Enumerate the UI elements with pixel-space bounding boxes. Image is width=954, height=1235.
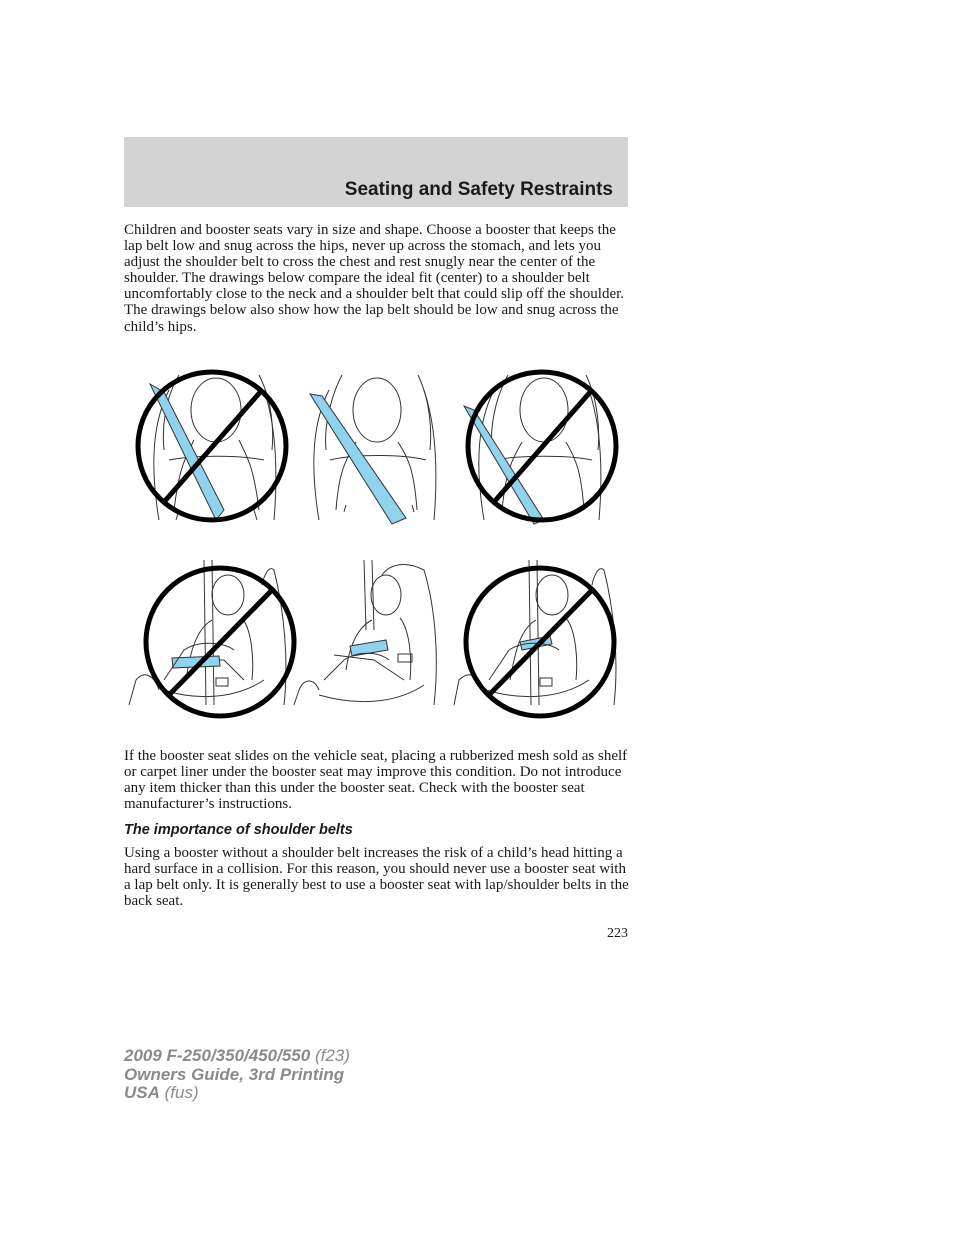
front-view-correct-fit	[310, 375, 436, 524]
section-title: Seating and Safety Restraints	[344, 179, 613, 200]
footer-printing: Owners Guide, 3rd Printing	[124, 1064, 345, 1084]
document-footer	[124, 1047, 350, 1103]
footer-line-3	[124, 1084, 350, 1103]
footer-model-code: (f23)	[314, 1046, 350, 1065]
footer-model: 2009 F-250/350/450/550	[124, 1046, 311, 1065]
page-number: 223	[607, 926, 628, 941]
footer-region: USA	[124, 1083, 160, 1102]
section-header	[124, 137, 628, 207]
side-view-lap-belt-high	[129, 560, 294, 716]
illustration-svg	[124, 360, 630, 740]
mesh-liner-paragraph: If the booster seat slides on the vehicle seat, placing a rubberized mesh sold as shelf or carpet liner under the booster seat may improve this condition. Do not introduce any item thicker than this under the booster seat. Check with the booster seat manufacturer’s instructions.	[124, 748, 628, 813]
front-view-belt-near-neck	[138, 372, 286, 520]
shoulder-belts-subheading: The importance of shoulder belts	[124, 822, 353, 838]
footer-line-1	[124, 1047, 350, 1066]
side-view-correct-fit	[294, 560, 436, 705]
belt-fit-illustrations	[124, 360, 630, 740]
shoulder-belt-paragraph: Using a booster without a shoulder belt increases the risk of a child’s head hitting a hard surface in a collision. For this reason, you should never use a booster seat with a lap belt only. It is generally best to use a booster seat with lap/shoulder belts in the back seat.	[124, 845, 629, 910]
intro-paragraph: Children and booster seats vary in size and shape. Choose a booster that keeps the lap belt low and snug across the hips, never up across the stomach, and lets you adjust the shoulder belt to cross the chest and rest snugly near the center of the shoulder. The drawings below compare the ideal fit (center) to a shoulder belt uncomfortably close to the neck and a shoulder belt that could slip off the shoulder. The drawings below also show how the lap belt should be low and snug across the child’s hips.	[124, 222, 625, 335]
side-view-belt-misrouted	[454, 560, 616, 716]
front-view-belt-off-shoulder	[464, 372, 616, 524]
footer-region-code: (fus)	[164, 1083, 199, 1102]
footer-line-2	[124, 1066, 350, 1085]
